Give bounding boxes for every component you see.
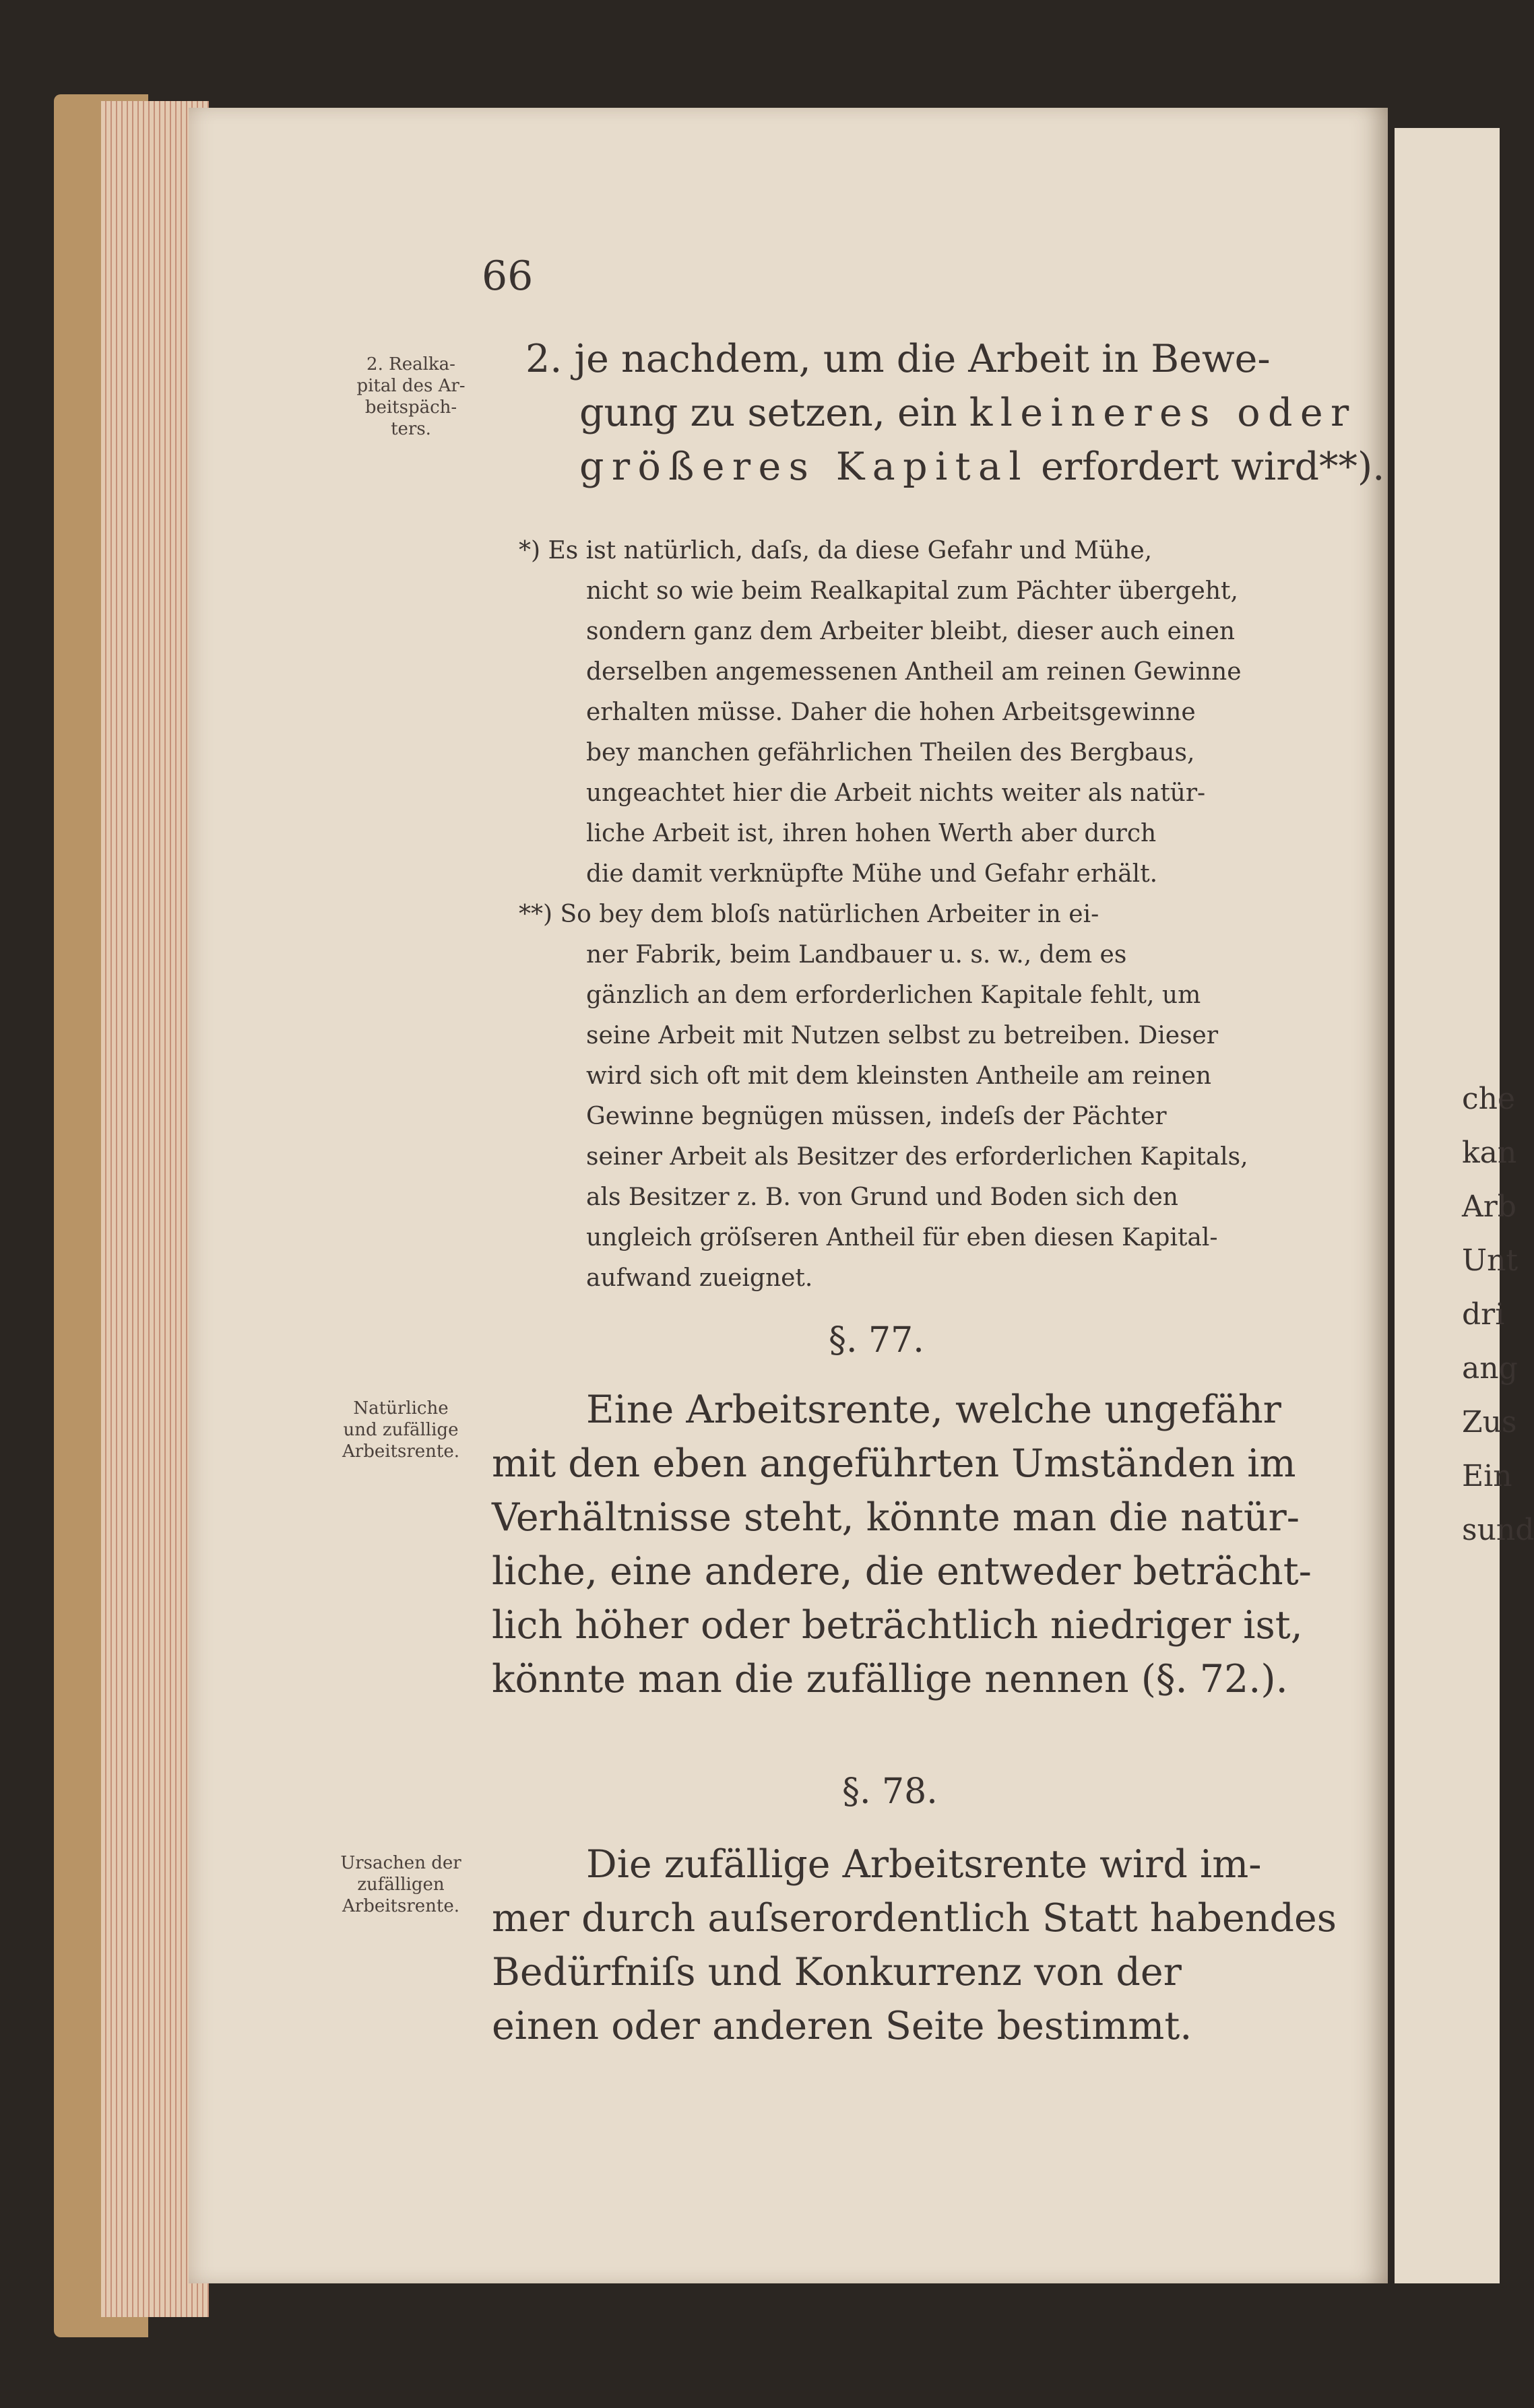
facing-text-fragment: Arb	[1462, 1190, 1516, 1224]
section-77-line: liche, eine andere, die entweder beträcht-	[492, 1549, 1312, 1594]
margin-line: Natürliche	[353, 1398, 449, 1419]
facing-page-edge	[1395, 128, 1534, 2283]
margin-line: Ursachen der	[340, 1853, 461, 1873]
margin-line: pital des Ar-	[356, 376, 466, 396]
margin-line: Arbeitsrente.	[342, 1896, 459, 1916]
item2-text: gung zu setzen, ein	[579, 391, 969, 435]
footnote-1-line: erhalten müsse. Daher die hohen Arbeitsgewinne	[586, 698, 1196, 726]
section-77-line: mit den eben angeführten Umständen im	[492, 1441, 1296, 1486]
facing-text-fragment: ang	[1462, 1351, 1518, 1386]
footnote-2-line: aufwand zueignet.	[586, 1264, 813, 1292]
facing-text-fragment: Zus	[1462, 1405, 1517, 1439]
margin-line: und zufällige	[343, 1420, 459, 1440]
footnote-1-line: *) Es ist natürlich, daſs, da diese Gefahr und Mühe,	[519, 537, 1153, 564]
section-78-heading: §. 78.	[842, 1771, 938, 1812]
footnote-1-line: die damit verknüpfte Mühe und Gefahr erhält.	[586, 860, 1158, 888]
margin-line: 2. Realka-	[366, 354, 455, 375]
footnote-2-line: ungleich gröſseren Antheil für eben diesen Kapital-	[586, 1224, 1218, 1251]
facing-text-fragment: che	[1462, 1082, 1516, 1116]
item2-line-1: 2. je nachdem, um die Arbeit in Bewe-	[525, 337, 1271, 381]
margin-line: zufälligen	[357, 1875, 445, 1895]
footnote-2-line: wird sich oft mit dem kleinsten Antheile am reinen	[586, 1062, 1212, 1090]
margin-line: Arbeitsrente.	[342, 1441, 459, 1462]
facing-text-fragment: Ein	[1462, 1459, 1512, 1493]
footnote-1-line: bey manchen gefährlichen Theilen des Bergbaus,	[586, 739, 1195, 767]
section-77-line: lich höher oder beträchtlich niedriger ist,	[492, 1603, 1303, 1648]
footnote-1-line: liche Arbeit ist, ihren hohen Werth aber durch	[586, 820, 1157, 847]
footnote-2-line: als Besitzer z. B. von Grund und Boden sich den	[586, 1183, 1178, 1211]
margin-note-ursachen	[323, 1852, 478, 1917]
facing-text-fragment: kan	[1462, 1136, 1517, 1170]
footnote-1-line: derselben angemessenen Antheil am reinen Gewinne	[586, 658, 1242, 686]
section-77-heading: §. 77.	[829, 1320, 924, 1361]
section-78-line: mer durch auſserordentlich Statt habendes	[492, 1896, 1337, 1941]
facing-text-fragment: Unt	[1462, 1243, 1519, 1278]
footnote-2-line: seiner Arbeit als Besitzer des erforderlichen Kapitals,	[586, 1143, 1248, 1171]
margin-line: beitspäch-	[364, 397, 457, 418]
margin-note-realkapital	[333, 354, 488, 440]
section-77-line: Eine Arbeitsrente, welche ungefähr	[586, 1388, 1281, 1432]
footnote-1-line: sondern ganz dem Arbeiter bleibt, dieser auch einen	[586, 618, 1236, 645]
footnote-2-line: Gewinne begnügen müssen, indeſs der Pächter	[586, 1103, 1167, 1130]
footnote-1-line: ungeachtet hier die Arbeit nichts weiter als natür-	[586, 779, 1206, 807]
item2-line-2	[579, 391, 1357, 435]
margin-line: ters.	[391, 419, 431, 439]
section-78-line: einen oder anderen Seite bestimmt.	[492, 2004, 1192, 2048]
book-page	[189, 108, 1388, 2283]
facing-text-fragment: dri	[1462, 1297, 1505, 1332]
footnote-2-line: ner Fabrik, beim Landbauer u. s. w., dem es	[586, 941, 1127, 969]
footnote-2-line: seine Arbeit mit Nutzen selbst zu betreiben. Dieser	[586, 1022, 1219, 1049]
footnote-2-line: **) So bey dem bloſs natürlichen Arbeiter in ei-	[519, 901, 1099, 928]
footnote-1-line: nicht so wie beim Realkapital zum Pächter übergeht,	[586, 577, 1238, 605]
section-78-line: Bedürfniſs und Konkurrenz von der	[492, 1950, 1182, 1994]
section-78-line: Die zufällige Arbeitsrente wird im-	[586, 1842, 1262, 1887]
footnote-2-line: gänzlich an dem erforderlichen Kapitale fehlt, um	[586, 981, 1201, 1009]
facing-text-fragment: sund	[1462, 1513, 1534, 1547]
section-77-line: Verhältnisse steht, könnte man die natür-	[492, 1495, 1300, 1540]
margin-note-natuerliche	[323, 1398, 478, 1462]
page-number: 66	[482, 253, 534, 300]
item2-emphasis: größeres Kapital	[579, 445, 1029, 489]
item2-emphasis: kleineres oder	[969, 391, 1357, 435]
item2-text: erfordert wird**).	[1029, 445, 1385, 489]
item2-line-3	[579, 445, 1385, 489]
section-77-line: könnte man die zufällige nennen (§. 72.).	[492, 1657, 1288, 1701]
